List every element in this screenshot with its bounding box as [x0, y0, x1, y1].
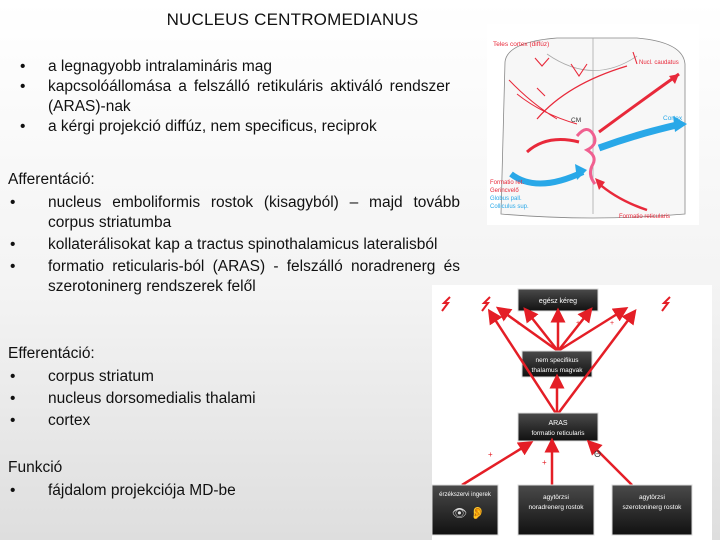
intro-item: • kapcsolóállomása a felszálló retikuláris aktiváló rendszer (ARAS)-nak: [20, 78, 450, 115]
intro-item: • a kérgi projekció diffúz, nem specificus, reciprok: [20, 118, 377, 135]
label-formatio-ret: Formatio ret.: [490, 180, 525, 186]
label-agytorzsi: agytörzsi: [638, 494, 666, 501]
plus-sign: +: [610, 320, 615, 327]
label-teles-cortex: Teles cortex (diffúz): [493, 41, 550, 48]
bullet: •: [20, 78, 26, 95]
label-cm: CM: [571, 117, 582, 124]
projection-diagram-svg: [487, 24, 699, 225]
afferent-section: [0, 168, 460, 297]
plus-sign: +: [488, 450, 493, 459]
label-gerincvelo: Gerincvelő: [490, 188, 519, 194]
efferent-item: • corpus striatum: [10, 368, 154, 385]
label-agytorzsi: agytörzsi: [542, 494, 570, 501]
efferent-section: [0, 342, 460, 431]
plus-sign: +: [576, 320, 581, 327]
efferent-item: • cortex: [10, 412, 91, 429]
afferent-item: • kollaterálisokat kap a tractus spinothalamicus lateralisból: [10, 236, 438, 253]
label-szerotoninerg-rostok: szerotoninerg rostok: [622, 504, 682, 511]
label-formatio-reticularis: formatio reticularis: [531, 430, 585, 437]
thalamus-projection-figure: [487, 24, 699, 225]
label-globus-pall: Globus pall.: [490, 196, 522, 202]
label-nucl-caudatus: Nucl. caudatus: [639, 60, 679, 66]
label-noradrenerg-rostok: noradrenerg rostok: [528, 504, 584, 511]
aras-schematic-figure: [432, 285, 712, 540]
intro-list: [0, 57, 450, 137]
label-formatio-reticularis: Formatio reticularis: [619, 214, 671, 220]
intro-item: • a legnagyobb intralamináris mag: [20, 58, 273, 75]
thalamus-to-cortex-arrows: [502, 311, 622, 351]
afferent-item: • formatio reticularis-ból (ARAS) - felszálló noradrenerg és szerotoninerg rendszerek felől: [10, 258, 460, 295]
function-heading: Funkció: [8, 459, 63, 476]
eye-icon: 👁: [452, 506, 468, 520]
bullet: •: [20, 58, 26, 75]
function-item: • fájdalom projekciója MD-be: [10, 482, 236, 499]
function-section: [0, 456, 460, 501]
ear-icon: 👂: [470, 506, 485, 520]
label-erzekszervi: érzékszervi ingerek: [439, 492, 491, 498]
plus-sign: +: [516, 320, 521, 327]
label-aras: ARAS: [548, 420, 568, 427]
label-thalamus-magvak: thalamus magvak: [531, 367, 583, 374]
afferent-item: • nucleus emboliformis rostok (kisagyból) – majd tovább corpus striatumba: [10, 194, 460, 231]
label-cortex: Cortex: [663, 115, 683, 122]
plus-sign: +: [542, 458, 547, 467]
efferent-item: • nucleus dorsomedialis thalami: [10, 390, 256, 407]
theta-sign: Θ: [594, 449, 602, 459]
page-title: NUCLEUS CENTROMEDIANUS: [166, 10, 419, 29]
label-nem-specifikus: nem specifikus: [535, 357, 579, 364]
label-egesz-kereg: egész kéreg: [538, 298, 578, 305]
bullet: •: [20, 118, 26, 135]
label-colliculus: Colliculus sup.: [490, 204, 529, 210]
efferent-heading: Efferentáció:: [8, 345, 95, 362]
aras-diagram-svg: [432, 285, 712, 540]
afferent-heading: Afferentáció:: [8, 171, 95, 188]
